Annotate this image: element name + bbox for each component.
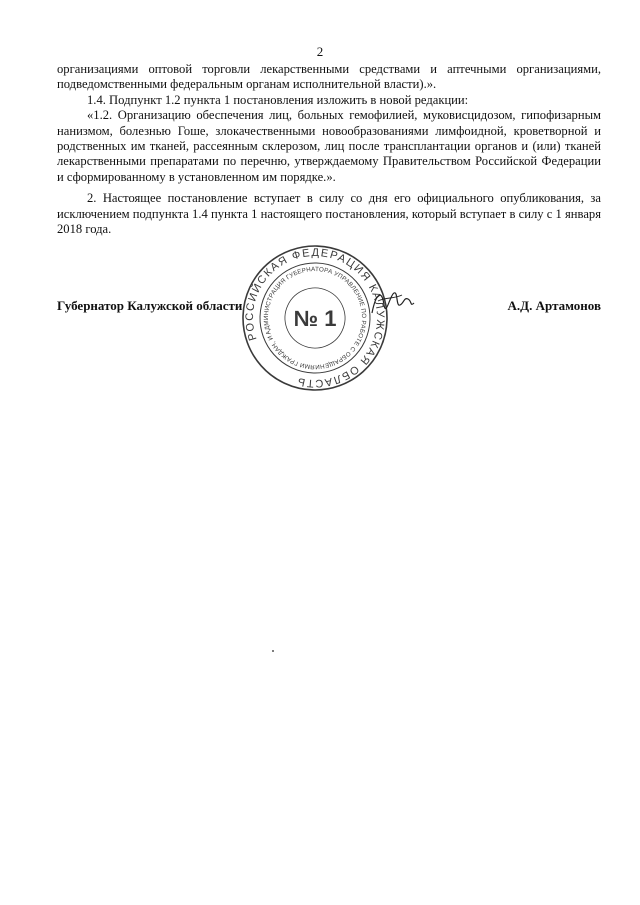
seal-outer-text: РОССИЙСКАЯ ФЕДЕРАЦИЯ КАЛУЖСКАЯ ОБЛАСТЬ	[243, 246, 387, 390]
document-body	[57, 62, 601, 237]
signatory-name: А.Д. Артамонов	[507, 298, 601, 313]
signatory-position: Губернатор Калужской области	[57, 298, 243, 313]
paragraph-item-1-2-quote: «1.2. Организацию обеспечения лиц, больных гемофилией, муковисцидозом, гипофизарным нанизмом, болезнью Гоше, злокачественными новообразованиями лимфоидной, кроветворной и родственных им тканей, рассеянным склерозом, лиц после трансплантации органов и (или) тканей лекарственными препаратами по перечню, утверждаемому Правительством Российской Федерации и сформированному в установленном им порядке.».	[57, 108, 601, 184]
seal-number: № 1	[293, 306, 337, 331]
seal-inner-text: АДМИНИСТРАЦИЯ ГУБЕРНАТОРА УПРАВЛЕНИЕ ПО РАБОТЕ С ОБРАЩЕНИЯМИ ГРАЖДАН, ИХ	[262, 265, 368, 371]
scan-speck	[272, 650, 274, 652]
paragraph-item-2: 2. Настоящее постановление вступает в силу со дня его официального опубликования, за исключением подпункта 1.4 пункта 1 настоящего постановления, который вступает в силу с 1 января 2018 года.	[57, 191, 601, 237]
paragraph-continuation: организациями оптовой торговли лекарственными средствами и аптечными организациями, подведомственными федеральным органам исполнительной власти).».	[57, 62, 601, 92]
page-number: 2	[316, 44, 324, 59]
handwritten-signature	[368, 283, 416, 321]
paragraph-item-1-4: 1.4. Подпункт 1.2 пункта 1 постановления изложить в новой редакции:	[87, 92, 469, 107]
